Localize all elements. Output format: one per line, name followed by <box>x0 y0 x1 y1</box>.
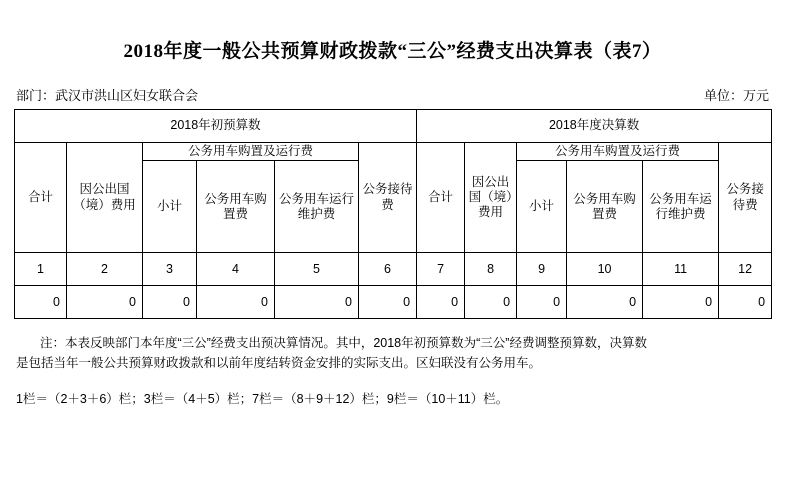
table-footnote <box>14 389 771 407</box>
value-cell: 0 <box>417 286 465 319</box>
col-header-purchase-budget: 公务用车购置费 <box>197 161 275 253</box>
table-row <box>15 286 772 319</box>
unit-label: 单位：万元 <box>703 88 769 103</box>
col-header-total-final: 合计 <box>417 143 465 253</box>
value-cell: 0 <box>719 286 772 319</box>
note-line-1: 注：本表反映部门本年度“三公”经费支出预决算情况。其中，2018年初预算数为“三公”经费调整预算数，决算数 <box>40 336 647 351</box>
table-header-row-2 <box>15 143 772 161</box>
col-header-reception-final: 公务接待费 <box>719 143 772 253</box>
column-number-cell: 8 <box>465 253 517 286</box>
column-number-cell: 12 <box>719 253 772 286</box>
value-cell: 0 <box>465 286 517 319</box>
value-cell: 0 <box>197 286 275 319</box>
col-header-maintenance-budget: 公务用车运行维护费 <box>275 161 359 253</box>
col-header-subtotal-final: 小计 <box>517 161 567 253</box>
value-cell: 0 <box>643 286 719 319</box>
value-cell: 0 <box>567 286 643 319</box>
meta-row <box>14 85 771 104</box>
column-number-cell: 6 <box>359 253 417 286</box>
column-number-cell: 11 <box>643 253 719 286</box>
group-header-final: 2018年度决算数 <box>417 110 772 143</box>
value-cell: 0 <box>67 286 143 319</box>
document-page <box>0 36 785 482</box>
column-number-cell: 3 <box>143 253 197 286</box>
value-cell: 0 <box>359 286 417 319</box>
col-header-abroad-budget: 因公出国（境）费用 <box>67 143 143 253</box>
column-number-cell: 5 <box>275 253 359 286</box>
budget-table <box>14 109 772 319</box>
col-header-maintenance-final: 公务用车运行维护费 <box>643 161 719 253</box>
table-group-header-row <box>15 110 772 143</box>
col-header-vehicle-budget: 公务用车购置及运行费 <box>143 143 359 161</box>
group-header-budget: 2018年初预算数 <box>15 110 417 143</box>
col-header-total-budget: 合计 <box>15 143 67 253</box>
column-number-cell: 7 <box>417 253 465 286</box>
column-number-cell: 2 <box>67 253 143 286</box>
col-header-abroad-final: 因公出国（境）费用 <box>465 143 517 253</box>
table-row <box>15 253 772 286</box>
col-header-vehicle-final: 公务用车购置及运行费 <box>517 143 719 161</box>
table-note <box>14 333 771 373</box>
col-header-reception-budget: 公务接待费 <box>359 143 417 253</box>
column-number-cell: 9 <box>517 253 567 286</box>
value-cell: 0 <box>275 286 359 319</box>
column-number-cell: 10 <box>567 253 643 286</box>
column-number-cell: 4 <box>197 253 275 286</box>
page-title: 2018年度一般公共预算财政拨款“三公”经费支出决算表（表7） <box>123 41 662 62</box>
column-number-cell: 1 <box>15 253 67 286</box>
col-header-purchase-final: 公务用车购置费 <box>567 161 643 253</box>
value-cell: 0 <box>517 286 567 319</box>
footnote-line-1: 1栏＝（2＋3＋6）栏；3栏＝（4＋5）栏；7栏＝（8＋9＋12）栏；9栏＝（10＋11）栏。 <box>16 392 509 407</box>
value-cell: 0 <box>15 286 67 319</box>
department-label: 部门：武汉市洪山区妇女联合会 <box>16 88 199 103</box>
note-line-2: 是包括当年一般公共预算财政拨款和以前年度结转资金安排的实际支出。区妇联没有公务用车。 <box>16 356 542 371</box>
value-cell: 0 <box>143 286 197 319</box>
col-header-subtotal-budget: 小计 <box>143 161 197 253</box>
